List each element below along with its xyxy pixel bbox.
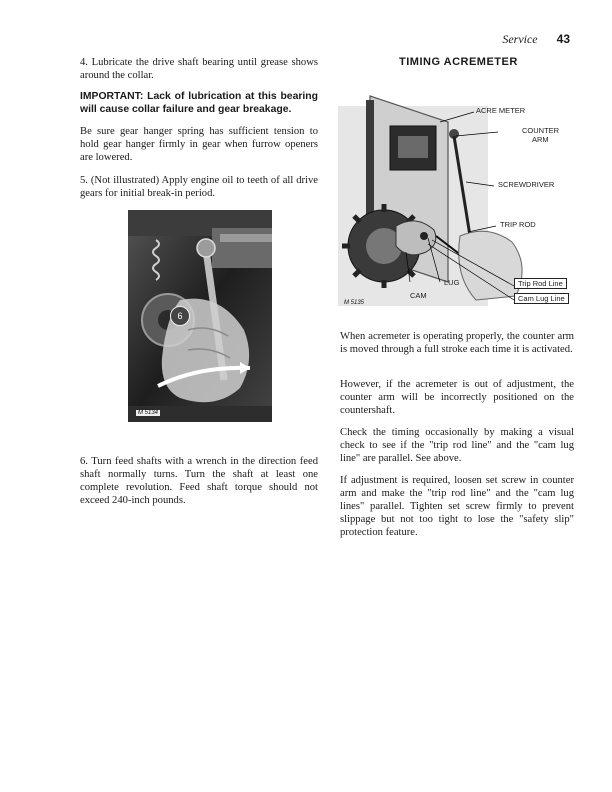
label-cam-lug-line: Cam Lug Line bbox=[514, 293, 569, 304]
callout-6: 6 bbox=[170, 306, 190, 326]
label-counter: COUNTER bbox=[522, 126, 560, 135]
step-6-text: 6. Turn feed shafts with a wrench in the direction feed shaft normally turns. Turn the shaft at least one complete revolution. Feed shaft torque should not exceed 240-inch pounds. bbox=[80, 456, 318, 506]
photo-tag-left: M 5134 bbox=[138, 410, 159, 416]
important-note: IMPORTANT: Lack of lubrication at this bearing will cause collar failure and gear breakage. bbox=[80, 91, 318, 115]
section-name: Service bbox=[502, 32, 538, 46]
out-of-adjustment-text: However, if the acremeter is out of adjustment, the counter arm will be incorrectly positioned on the countershaft. bbox=[340, 379, 574, 416]
label-acre-meter: ACRE METER bbox=[476, 106, 526, 115]
adjustment-procedure-text: If adjustment is required, loosen set screw in counter arm and make the "trip rod line" and the "cam lug lines" parallel. Tighten set screw firmly to prevent slippage but not too tight to lose the "safety slip" protection feature. bbox=[340, 475, 574, 538]
spring-tension-text: Be sure gear hanger spring has sufficient tension to hold gear hanger firmly in gear when furrow openers are lowered. bbox=[80, 126, 318, 163]
label-arm: ARM bbox=[532, 135, 549, 144]
acremeter-figure bbox=[336, 86, 576, 311]
step-4-text: 4. Lubricate the drive shaft bearing until grease shows around the collar. bbox=[80, 57, 318, 81]
label-lug: LUG bbox=[444, 278, 460, 287]
acremeter-operating-text: When acremeter is operating properly, the counter arm is moved through a full stroke each time it is activated. bbox=[340, 331, 574, 355]
label-trip-rod: TRIP ROD bbox=[500, 220, 536, 229]
label-cam: CAM bbox=[410, 291, 427, 300]
check-timing-text: Check the timing occasionally by making a visual check to see if the "trip rod line" and the "cam lug line" are parallel. See above. bbox=[340, 427, 574, 464]
figure-tag-right: M 5135 bbox=[344, 300, 365, 306]
page-header bbox=[502, 32, 570, 47]
label-trip-rod-line: Trip Rod Line bbox=[514, 278, 567, 289]
gear-hanger-illustration bbox=[128, 210, 272, 422]
step-5-text: 5. (Not illustrated) Apply engine oil to teeth of all drive gears for initial break-in period. bbox=[80, 175, 318, 199]
gear-hanger-photo bbox=[128, 210, 272, 422]
section-heading: TIMING ACREMETER bbox=[399, 56, 518, 68]
label-screwdriver: SCREWDRIVER bbox=[498, 180, 555, 189]
page-number: 43 bbox=[556, 32, 570, 46]
